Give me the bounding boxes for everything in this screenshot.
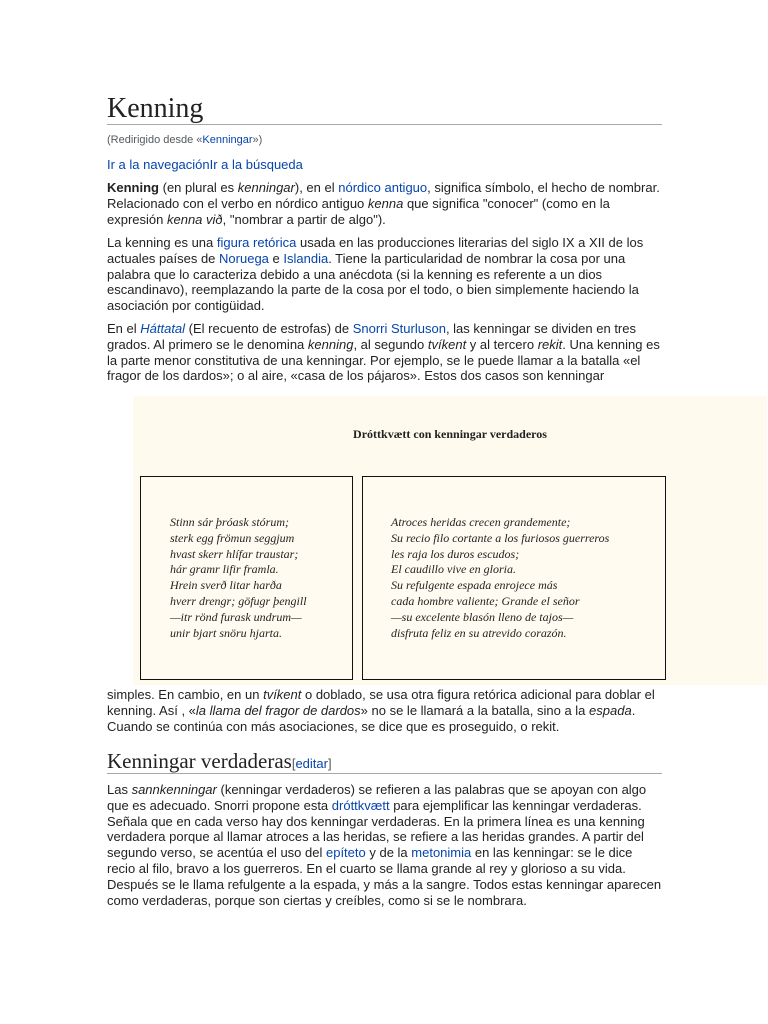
text: (en plural es [159,180,238,195]
title-divider [107,124,662,125]
definition-paragraph [107,235,662,314]
poem-translation-line: cada hombre valiente; Grande el señor [391,593,580,608]
poem-translation-line: El caudillo vive en gloria. [391,562,516,577]
text: , "nombrar a partir de algo"). [222,211,386,227]
nordico-antiguo-link[interactable]: nórdico antiguo [338,180,428,195]
poem-panel [133,396,767,685]
text: que significa "conocer" (como en la expresión [107,195,610,227]
poem-translation-line: —su excelente blasón lleno de tajos— [391,609,574,624]
redirect-source-link[interactable]: Kenningar [202,134,253,146]
text: y al tercero [466,336,538,352]
poem-translation-line: Atroces heridas crecen grandemente; [391,515,571,529]
redirect-notice [107,133,262,147]
tvikent-paragraph [107,687,662,734]
grades-paragraph [107,321,662,384]
text: , las kenningar se dividen en tres grados. Al primero se le denomina [107,321,636,352]
poem-original-lines [170,515,307,641]
text: e [268,250,284,266]
text: . Una kenning es la parte menor constitutiva de una kenningar. Por ejemplo, se le puede llamar a la batalla «el fragor de los dardos»; o al aire, «casa de los pájaros». Estos dos casos son kenningar [107,336,660,384]
tvikent-term: tvíkent [427,336,467,352]
sannkenningar-paragraph [107,782,662,908]
hattatal-title[interactable]: Háttatal [140,321,186,336]
metonimia-link[interactable]: metonimia [411,845,472,861]
edit-bracket-close: ] [327,756,332,771]
islandia-link[interactable]: Islandia [283,250,329,266]
poem-original-line: unir bjart snöru hjarta. [170,625,283,640]
poem-original-line: sterk egg frömun seggjum [170,530,295,545]
snorri-sturluson-link[interactable]: Snorri Sturluson [352,321,446,336]
kenna-vid-term: kenna við [166,211,223,227]
text: En el [107,321,141,336]
text: (El recuento de estrofas) de [185,321,353,336]
text: . Tiene la particularidad de nombrar la cosa por una palabra que lo caracteriza debido a una anécdota (si la kenning es referente a un dios escandinavo), reemplazando la parte de la cosa por el todo, o bien simplemente haciendo la asociación por contigüidad. [107,250,639,314]
plural-term: kenningar [237,180,295,195]
text: simples. En cambio, en un [107,687,264,702]
poem-original-line: —itr rönd furask undrum— [170,609,302,624]
text: usada en las producciones literarias del siglo IX a XII de los actuales países de [107,235,644,266]
poem-original-line: hár gramr lifir framla. [170,562,279,577]
epiteto-link[interactable]: epíteto [325,845,366,861]
text: para ejemplificar las kenningar verdaderas. Señala que en cada verso hay dos kenningar verdaderas. En la primera línea es una kenning verdadera porque al llamar atroces a las heridas, se refiere a las heridas grandes. A partir del segundo verso, se acentúa el uso del [107,797,645,861]
figura-retorica-link[interactable]: figura retórica [216,235,297,250]
poem-translation-line: disfruta feliz en su atrevido corazón. [391,625,567,640]
edit-bracket-open: [ [291,756,296,771]
text: en las kenningar: se le dice recio al filo, bravo a los guerreros. En el cuarto se llama grande al rey y glorioso a su vida. Después se le llama refulgente a la espada, y más a la sangre. Todos estas kenningar aparecen como verdaderas, porque son ciertas y creíbles, como si se le nombrara. [107,845,662,908]
section-divider [107,773,662,774]
text: y de la [365,845,412,861]
redirect-suffix: ») [252,134,263,146]
text: La kenning es una [107,235,217,250]
hattatal-link[interactable] [140,321,185,336]
text: , al segundo [353,336,428,352]
intro-paragraph [107,180,662,227]
poem-caption: Dróttkvætt con kenningar verdaderos [353,427,547,441]
sannkenningar-term: sannkenningar [131,782,217,797]
noruega-link[interactable]: Noruega [219,250,269,266]
text: Las [107,782,132,797]
poem-original-box [140,476,353,680]
drottkvaett-link[interactable]: dróttkvætt [331,797,390,813]
jump-to-navigation-link[interactable]: Ir a la navegación [107,157,210,172]
poem-translation-line: les raja los duros escudos; [391,546,520,561]
poem-translation-box [362,476,666,680]
text: ), en el [294,180,339,195]
text: (kenningar verdaderos) se refieren a las palabras que se apoyan con algo que es adecuado. Snorri propone esta [107,782,647,813]
poem-original-line: hverr drengr; göfugr þengill [170,593,307,608]
edit-section-link[interactable]: editar [295,756,328,771]
espada-term: espada [589,702,632,718]
section-heading-text: Kenningar verdaderas [107,749,292,773]
poem-original-line: Hrein sverð litar harða [170,578,282,593]
tvikent-term: tvíkent [263,687,302,702]
rekit-term: rekit [537,336,563,352]
poem-original-line: hvast skerr hlífar traustar; [170,546,299,561]
kenna-term: kenna [367,195,404,211]
text: , significa símbolo, el hecho de nombrar. Relacionado con el verbo en nórdico antiguo [107,180,660,211]
text: . Cuando se continúa con más asociaciones, se dice que es proseguido, o rekit. [107,702,636,734]
kenning-term: kenning [307,336,354,352]
poem-translation-lines [391,515,609,641]
llama-example: la llama del fragor de dardos [195,702,361,718]
page-title: Kenning [107,93,204,124]
section-edit [292,756,332,771]
poem-translation-line: Su refulgente espada enrojece más [391,578,558,593]
jump-to-search-link[interactable]: Ir a la búsqueda [209,157,303,172]
text: o doblado, se usa otra figura retórica adicional para doblar el kenning. Así , « [107,687,655,718]
jump-links [107,157,303,173]
poem-translation-line: Su recio filo cortante a los furiosos guerreros [391,530,610,545]
term-bold: Kenning [107,180,159,195]
text: » no se le llamará a la batalla, sino a la [360,702,590,718]
redirect-prefix: (Redirigido desde « [107,134,203,146]
poem-original-line: Stinn sár þróask stórum; [170,515,290,529]
